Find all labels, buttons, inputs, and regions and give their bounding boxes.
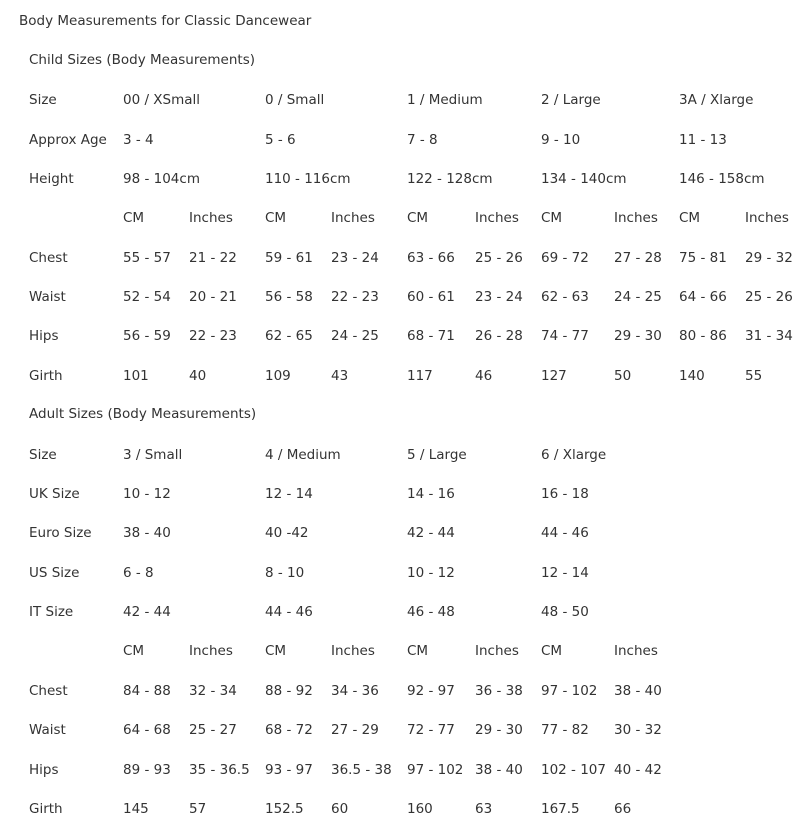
child-sizes-heading: Child Sizes (Body Measurements) [29, 52, 255, 68]
adult-table-cell: 152.5 [265, 801, 304, 817]
child-table-cell: 146 - 158cm [679, 171, 765, 187]
child-table-cell: 5 - 6 [265, 132, 296, 148]
child-table-cell: 0 / Small [265, 92, 325, 108]
adult-table-cell: 93 - 97 [265, 762, 313, 778]
adult-table-cell: 14 - 16 [407, 486, 455, 502]
child-table-cell: 55 [745, 368, 763, 384]
adult-row-label: UK Size [29, 486, 80, 502]
adult-table-cell: 89 - 93 [123, 762, 171, 778]
page-title: Body Measurements for Classic Dancewear [19, 13, 312, 29]
child-table-cell: 3A / Xlarge [679, 92, 754, 108]
child-table-cell: 9 - 10 [541, 132, 581, 148]
child-table-cell: 63 - 66 [407, 250, 455, 266]
adult-table-cell: 97 - 102 [407, 762, 464, 778]
child-table-cell: 25 - 26 [475, 250, 523, 266]
child-table-cell: 23 - 24 [331, 250, 379, 266]
child-table-cell: 74 - 77 [541, 328, 589, 344]
child-table-cell: 75 - 81 [679, 250, 727, 266]
child-table-cell: 29 - 30 [614, 328, 662, 344]
child-table-cell: 98 - 104cm [123, 171, 200, 187]
adult-table-cell: 72 - 77 [407, 722, 455, 738]
adult-table-cell: 160 [407, 801, 433, 817]
adult-table-cell: 167.5 [541, 801, 580, 817]
child-table-cell: CM [407, 210, 429, 226]
adult-row-label: Waist [29, 722, 66, 738]
child-table-cell: Inches [475, 210, 519, 226]
adult-table-cell: 38 - 40 [614, 683, 662, 699]
child-table-cell: 2 / Large [541, 92, 601, 108]
child-table-cell: 52 - 54 [123, 289, 171, 305]
child-table-cell: 122 - 128cm [407, 171, 493, 187]
adult-table-cell: 97 - 102 [541, 683, 598, 699]
child-table-cell: 11 - 13 [679, 132, 727, 148]
child-row-label: Approx Age [29, 132, 107, 148]
child-row-label: Size [29, 92, 57, 108]
child-table-cell: Inches [745, 210, 789, 226]
adult-table-cell: CM [541, 643, 563, 659]
adult-table-cell: 44 - 46 [265, 604, 313, 620]
child-table-cell: 00 / XSmall [123, 92, 201, 108]
child-table-cell: 24 - 25 [614, 289, 662, 305]
adult-table-cell: 30 - 32 [614, 722, 662, 738]
child-table-cell: 24 - 25 [331, 328, 379, 344]
adult-table-cell: Inches [475, 643, 519, 659]
adult-table-cell: 40 - 42 [614, 762, 662, 778]
adult-table-cell: 38 - 40 [475, 762, 523, 778]
child-table-cell: 22 - 23 [189, 328, 237, 344]
adult-table-cell: 29 - 30 [475, 722, 523, 738]
child-table-cell: 43 [331, 368, 349, 384]
adult-row-label: Hips [29, 762, 59, 778]
adult-table-cell: 10 - 12 [123, 486, 171, 502]
adult-table-cell: CM [265, 643, 287, 659]
child-table-cell: 110 - 116cm [265, 171, 351, 187]
child-table-cell: CM [679, 210, 701, 226]
child-table-cell: 26 - 28 [475, 328, 523, 344]
child-table-cell: 31 - 34 [745, 328, 793, 344]
adult-table-cell: 6 / Xlarge [541, 447, 607, 463]
child-table-cell: 62 - 65 [265, 328, 313, 344]
child-table-cell: 22 - 23 [331, 289, 379, 305]
child-table-cell: 134 - 140cm [541, 171, 627, 187]
adult-table-cell: 48 - 50 [541, 604, 589, 620]
child-table-cell: 101 [123, 368, 149, 384]
adult-table-cell: 44 - 46 [541, 525, 589, 541]
adult-table-cell: 102 - 107 [541, 762, 606, 778]
child-table-cell: 29 - 32 [745, 250, 793, 266]
child-table-cell: 7 - 8 [407, 132, 438, 148]
adult-table-cell: 77 - 82 [541, 722, 589, 738]
child-table-cell: 21 - 22 [189, 250, 237, 266]
child-table-cell: 60 - 61 [407, 289, 455, 305]
child-row-label: Height [29, 171, 74, 187]
adult-row-label: Euro Size [29, 525, 92, 541]
child-row-label: Waist [29, 289, 66, 305]
child-table-cell: 117 [407, 368, 433, 384]
adult-row-label: Girth [29, 801, 63, 817]
adult-table-cell: 5 / Large [407, 447, 467, 463]
adult-table-cell: CM [407, 643, 429, 659]
child-table-cell: CM [123, 210, 145, 226]
adult-table-cell: 145 [123, 801, 149, 817]
child-table-cell: 46 [475, 368, 493, 384]
child-table-cell: 50 [614, 368, 632, 384]
child-table-cell: 27 - 28 [614, 250, 662, 266]
adult-row-label: IT Size [29, 604, 74, 620]
adult-table-cell: Inches [189, 643, 233, 659]
adult-table-cell: 84 - 88 [123, 683, 171, 699]
adult-table-cell: 25 - 27 [189, 722, 237, 738]
adult-table-cell: 34 - 36 [331, 683, 379, 699]
adult-table-cell: 57 [189, 801, 207, 817]
adult-row-label: Size [29, 447, 57, 463]
adult-table-cell: 6 - 8 [123, 565, 154, 581]
adult-table-cell: 66 [614, 801, 632, 817]
adult-table-cell: 38 - 40 [123, 525, 171, 541]
child-table-cell: 109 [265, 368, 291, 384]
adult-table-cell: 3 / Small [123, 447, 183, 463]
adult-table-cell: 42 - 44 [123, 604, 171, 620]
adult-table-cell: 35 - 36.5 [189, 762, 250, 778]
child-table-cell: 40 [189, 368, 207, 384]
adult-table-cell: Inches [331, 643, 375, 659]
child-table-cell: 64 - 66 [679, 289, 727, 305]
child-table-cell: 55 - 57 [123, 250, 171, 266]
adult-table-cell: 27 - 29 [331, 722, 379, 738]
child-table-cell: 3 - 4 [123, 132, 154, 148]
child-table-cell: 140 [679, 368, 705, 384]
child-table-cell: 23 - 24 [475, 289, 523, 305]
child-table-cell: CM [541, 210, 563, 226]
child-row-label: Hips [29, 328, 59, 344]
child-table-cell: 56 - 59 [123, 328, 171, 344]
adult-table-cell: 12 - 14 [265, 486, 313, 502]
adult-table-cell: 63 [475, 801, 493, 817]
adult-row-label: US Size [29, 565, 80, 581]
adult-table-cell: Inches [614, 643, 658, 659]
adult-table-cell: 60 [331, 801, 349, 817]
adult-table-cell: 4 / Medium [265, 447, 341, 463]
adult-table-cell: 68 - 72 [265, 722, 313, 738]
adult-table-cell: 92 - 97 [407, 683, 455, 699]
child-row-label: Chest [29, 250, 68, 266]
adult-table-cell: 10 - 12 [407, 565, 455, 581]
child-table-cell: Inches [614, 210, 658, 226]
child-table-cell: 59 - 61 [265, 250, 313, 266]
child-table-cell: 20 - 21 [189, 289, 237, 305]
adult-table-cell: 42 - 44 [407, 525, 455, 541]
adult-table-cell: 32 - 34 [189, 683, 237, 699]
child-table-cell: 69 - 72 [541, 250, 589, 266]
adult-table-cell: 36.5 - 38 [331, 762, 392, 778]
adult-table-cell: 36 - 38 [475, 683, 523, 699]
adult-table-cell: 12 - 14 [541, 565, 589, 581]
child-table-cell: CM [265, 210, 287, 226]
adult-table-cell: 40 -42 [265, 525, 309, 541]
child-table-cell: Inches [331, 210, 375, 226]
child-table-cell: 25 - 26 [745, 289, 793, 305]
child-table-cell: 1 / Medium [407, 92, 483, 108]
adult-table-cell: CM [123, 643, 145, 659]
adult-table-cell: 16 - 18 [541, 486, 589, 502]
child-table-cell: Inches [189, 210, 233, 226]
adult-sizes-heading: Adult Sizes (Body Measurements) [29, 406, 257, 422]
adult-table-cell: 46 - 48 [407, 604, 455, 620]
adult-table-cell: 88 - 92 [265, 683, 313, 699]
adult-table-cell: 64 - 68 [123, 722, 171, 738]
adult-row-label: Chest [29, 683, 68, 699]
child-table-cell: 56 - 58 [265, 289, 313, 305]
child-table-cell: 80 - 86 [679, 328, 727, 344]
child-table-cell: 62 - 63 [541, 289, 589, 305]
child-row-label: Girth [29, 368, 63, 384]
adult-table-cell: 8 - 10 [265, 565, 305, 581]
child-table-cell: 127 [541, 368, 567, 384]
child-table-cell: 68 - 71 [407, 328, 455, 344]
